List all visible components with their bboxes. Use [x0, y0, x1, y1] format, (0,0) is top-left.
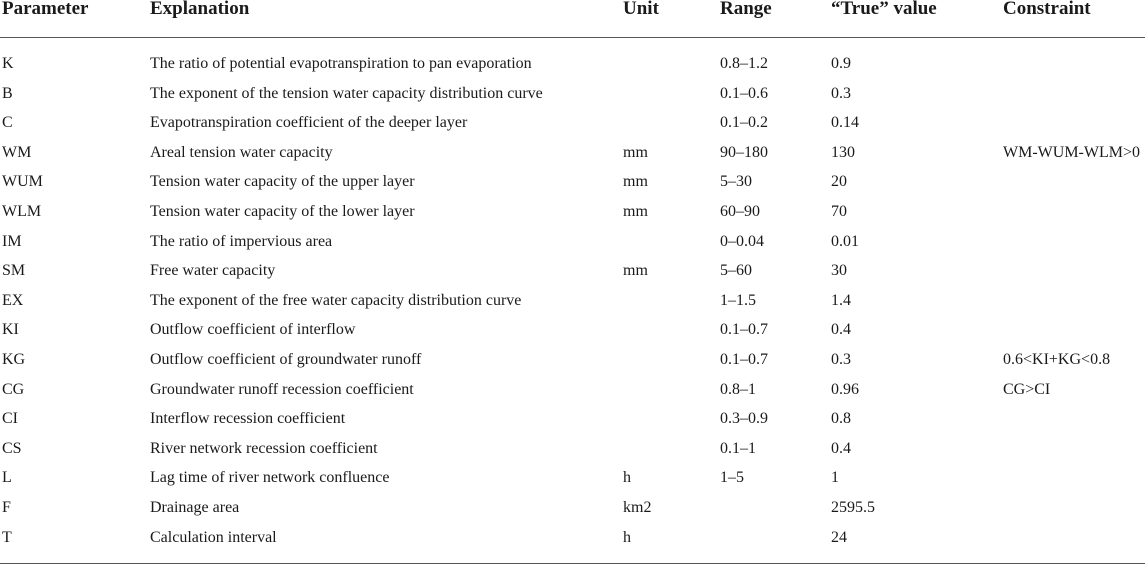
range-cell: 60–90: [720, 202, 760, 220]
explanation-cell: Tension water capacity of the upper layer: [150, 173, 415, 191]
true-value-cell: 0.9: [831, 55, 851, 72]
true-value-cell: 130: [831, 143, 855, 161]
explanation-cell: Interflow recession coefficient: [150, 410, 346, 428]
explanation-cell: The exponent of the free water capacity distribution curve: [150, 291, 522, 309]
unit-cell: mm: [623, 143, 648, 161]
table-row: [0, 228, 1145, 258]
parameter-cell: L: [2, 469, 12, 487]
true-value-cell: 0.4: [831, 439, 851, 457]
true-value-cell: 1.4: [831, 291, 851, 309]
range-cell: 0–0.04: [720, 232, 764, 250]
table-body: [0, 50, 1145, 553]
table-header: [0, 0, 1145, 30]
constraint-cell: 0.6<KI+KG<0.8: [1003, 350, 1111, 368]
header-true-value: “True” value: [831, 0, 937, 19]
explanation-cell: Areal tension water capacity: [150, 143, 333, 161]
parameter-cell: K: [2, 55, 14, 72]
explanation-cell: The exponent of the tension water capacity distribution curve: [150, 84, 543, 102]
table-row: [0, 80, 1145, 110]
true-value-cell: 2595.5: [831, 498, 875, 516]
table-row: [0, 494, 1145, 524]
range-cell: 1–1.5: [720, 291, 756, 309]
table-row: [0, 198, 1145, 228]
parameter-cell: F: [2, 498, 11, 516]
range-cell: 5–60: [720, 262, 752, 280]
explanation-cell: The ratio of potential evapotranspiration to pan evaporation: [150, 55, 532, 72]
header-unit: Unit: [623, 0, 659, 19]
table-row: [0, 168, 1145, 198]
header-rule: [0, 37, 1145, 38]
header-constraint: Constraint: [1003, 0, 1091, 19]
header-parameter: Parameter: [2, 0, 89, 19]
range-cell: 1–5: [720, 469, 744, 487]
table-row: [0, 405, 1145, 435]
parameter-cell: CS: [2, 439, 22, 457]
bottom-rule: [0, 563, 1145, 564]
header-explanation: Explanation: [150, 0, 250, 19]
true-value-cell: 0.8: [831, 410, 851, 428]
parameter-cell: EX: [2, 291, 24, 309]
parameter-cell: KI: [2, 321, 19, 339]
unit-cell: mm: [623, 262, 648, 280]
parameter-cell: B: [2, 84, 13, 102]
unit-cell: h: [623, 528, 631, 546]
parameter-cell: SM: [2, 262, 26, 280]
explanation-cell: Calculation interval: [150, 528, 277, 546]
parameter-cell: WUM: [2, 173, 43, 191]
range-cell: 90–180: [720, 143, 768, 161]
unit-cell: km2: [623, 498, 652, 516]
true-value-cell: 30: [831, 262, 847, 280]
constraint-cell: WM-WUM-WLM>0: [1003, 143, 1140, 161]
parameter-cell: C: [2, 114, 13, 132]
explanation-cell: Lag time of river network confluence: [150, 469, 390, 487]
table-row: [0, 464, 1145, 494]
parameter-cell: CG: [2, 380, 25, 398]
parameter-cell: WM: [2, 143, 32, 161]
explanation-cell: Tension water capacity of the lower layer: [150, 202, 415, 220]
range-cell: 0.8–1.2: [720, 55, 768, 72]
unit-cell: h: [623, 469, 631, 487]
true-value-cell: 24: [831, 528, 847, 546]
range-cell: 0.1–0.7: [720, 321, 768, 339]
constraint-cell: CG>CI: [1003, 380, 1051, 398]
explanation-cell: The ratio of impervious area: [150, 232, 333, 250]
range-cell: 0.1–0.6: [720, 84, 768, 102]
parameter-cell: KG: [2, 350, 26, 368]
explanation-cell: Outflow coefficient of groundwater runoff: [150, 350, 422, 368]
table-row: [0, 50, 1145, 80]
range-cell: 0.3–0.9: [720, 410, 768, 428]
parameter-cell: WLM: [2, 202, 42, 220]
unit-cell: mm: [623, 173, 648, 191]
explanation-cell: River network recession coefficient: [150, 439, 378, 457]
explanation-cell: Outflow coefficient of interflow: [150, 321, 356, 339]
parameter-cell: T: [2, 528, 12, 546]
range-cell: 0.8–1: [720, 380, 756, 398]
true-value-cell: 1: [831, 469, 839, 487]
true-value-cell: 0.14: [831, 114, 859, 132]
table-row: [0, 435, 1145, 465]
table-row: [0, 346, 1145, 376]
table-row: [0, 287, 1145, 317]
range-cell: 0.1–1: [720, 439, 756, 457]
explanation-cell: Groundwater runoff recession coefficient: [150, 380, 414, 398]
header-range: Range: [720, 0, 772, 19]
true-value-cell: 70: [831, 202, 847, 220]
true-value-cell: 0.3: [831, 350, 851, 368]
true-value-cell: 0.3: [831, 84, 851, 102]
parameter-cell: IM: [2, 232, 22, 250]
table-row: [0, 524, 1145, 554]
table-row: [0, 376, 1145, 406]
explanation-cell: Evapotranspiration coefficient of the deeper layer: [150, 114, 468, 132]
true-value-cell: 0.96: [831, 380, 859, 398]
table-row: [0, 109, 1145, 139]
range-cell: 0.1–0.2: [720, 114, 768, 132]
true-value-cell: 0.4: [831, 321, 851, 339]
table-row: [0, 139, 1145, 169]
explanation-cell: Drainage area: [150, 498, 240, 516]
unit-cell: mm: [623, 202, 648, 220]
true-value-cell: 0.01: [831, 232, 859, 250]
range-cell: 5–30: [720, 173, 752, 191]
table-row: [0, 257, 1145, 287]
true-value-cell: 20: [831, 173, 847, 191]
explanation-cell: Free water capacity: [150, 262, 276, 280]
range-cell: 0.1–0.7: [720, 350, 768, 368]
table-row: [0, 316, 1145, 346]
parameter-cell: CI: [2, 410, 18, 428]
